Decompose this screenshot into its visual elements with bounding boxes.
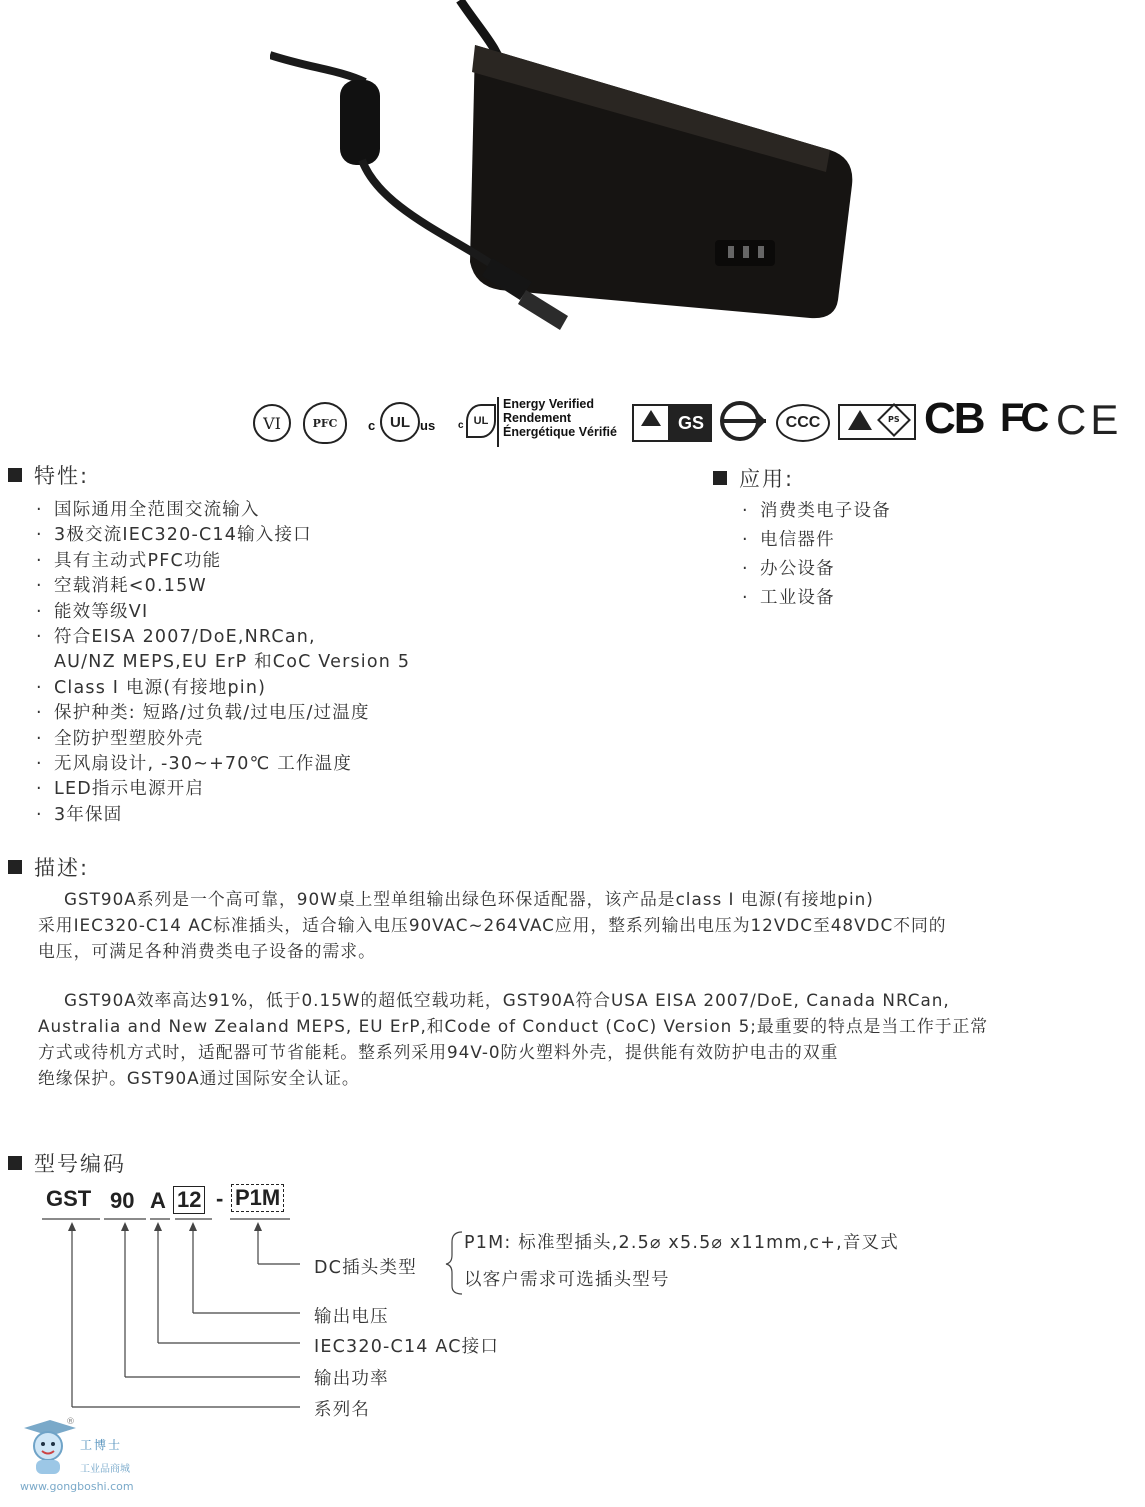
model-code-power: 90 bbox=[110, 1188, 135, 1213]
fcc-mark: FC bbox=[1000, 396, 1046, 440]
watermark-url: www.gongboshi.com bbox=[20, 1480, 134, 1493]
list-item: · 3极交流IEC320-C14输入接口 bbox=[36, 525, 312, 546]
list-item: · Class Ⅰ 电源(有接地pin) bbox=[36, 677, 267, 698]
registered-mark: ® bbox=[66, 1417, 75, 1427]
model-code-series: GST bbox=[46, 1186, 92, 1211]
list-item: · LED指示电源开启 bbox=[36, 779, 205, 800]
mascot-logo-icon bbox=[16, 1418, 80, 1478]
list-item: · 国际通用全范围交流输入 bbox=[36, 500, 260, 520]
list-item: · 3年保固 bbox=[36, 804, 123, 825]
description-paragraph-1: GST90A系列是一个高可靠，90W桌上型单组输出绿色环保适配器，该产品是class Ⅰ 电源(有接地pin) 采用IEC320-C14 AC标准插头，适合输入电压90VAC~264VAC应用，整系列输出电压为12VDC至48VDC不同的 电压，可满足各种消费类电子设备的需求。 bbox=[38, 889, 947, 961]
watermark-brand: 工博士 bbox=[80, 1438, 123, 1452]
label-output-voltage: 输出电压 bbox=[314, 1307, 389, 1327]
model-code-ac: A bbox=[150, 1188, 166, 1213]
applications-heading: 应用: bbox=[713, 463, 794, 493]
list-item: · 保护种类: 短路/过负载/过电压/过温度 bbox=[36, 703, 370, 724]
label-output-power: 输出功率 bbox=[314, 1369, 389, 1389]
list-item: · 电信器件 bbox=[742, 530, 835, 550]
list-item: · 空载消耗<0.15W bbox=[36, 576, 207, 597]
list-item: · 办公设备 bbox=[742, 559, 835, 579]
list-item: · 消费类电子设备 bbox=[742, 501, 891, 521]
pse-diamond-mark-icon: PS bbox=[838, 404, 916, 438]
model-code-plug: P1M bbox=[231, 1184, 284, 1212]
energy-verified-mark: Energy Verified Rendement Énergétique Vérifié bbox=[503, 397, 617, 439]
list-item: · 无风扇设计, -30~+70℃ 工作温度 bbox=[36, 754, 353, 775]
list-item: · 工业设备 bbox=[742, 588, 835, 608]
label-dc-plug-type: DC插头类型 bbox=[314, 1258, 417, 1278]
list-item: · 符合EISA 2007/DoE,NRCan, AU/NZ MEPS,EU ErP 和CoC Version 5 bbox=[36, 627, 411, 673]
vi-level-icon: VI bbox=[253, 404, 291, 442]
tuv-gs-mark-icon: GS bbox=[632, 404, 712, 440]
list-item: · 能效等级VI bbox=[36, 601, 149, 622]
plug-option-p1m: P1M: 标准型插头,2.5⌀ x5.5⌀ x11mm,c+,音叉式 bbox=[464, 1233, 899, 1253]
description-paragraph-2: GST90A效率高达91%，低于0.15W的超低空载功耗，GST90A符合USA EISA 2007/DoE, Canada NRCan, Australia and New Zealand MEPS, EU ErP,和Code of Conduct (CoC) Version 5;最重要的特点是当工作于正常 方式或待机方式时，适配器可节省能耗。整系列采用94V-0防火塑料外壳，提供能有效防护电击的双重 绝缘保护。GST90A通过国际安全认证。 bbox=[38, 990, 989, 1088]
description-heading: 描述: bbox=[8, 852, 89, 882]
label-ac-inlet: IEC320-C14 AC接口 bbox=[314, 1337, 500, 1357]
list-item: · 具有主动式PFC功能 bbox=[36, 550, 222, 571]
model-code-voltage: 12 bbox=[173, 1186, 205, 1214]
plug-option-custom: 以客户需求可选插头型号 bbox=[464, 1270, 670, 1290]
cul-us-mark-icon: c UL us bbox=[368, 402, 446, 442]
cul-recognized-icon: c UL bbox=[458, 404, 494, 438]
model-code-heading: 型号编码 bbox=[8, 1148, 126, 1178]
ce-mark: CE bbox=[1056, 396, 1123, 443]
label-series-name: 系列名 bbox=[314, 1400, 371, 1420]
list-item: · 全防护型塑胶外壳 bbox=[36, 728, 204, 749]
pfc-mark-icon: PFC bbox=[303, 402, 347, 444]
watermark-sub: 工业品商城 bbox=[80, 1464, 130, 1475]
cb-mark: CB bbox=[924, 394, 984, 443]
model-code-dash: - bbox=[216, 1186, 224, 1211]
ccc-mark-icon: CCC bbox=[776, 404, 830, 442]
features-heading: 特性: bbox=[8, 460, 89, 490]
